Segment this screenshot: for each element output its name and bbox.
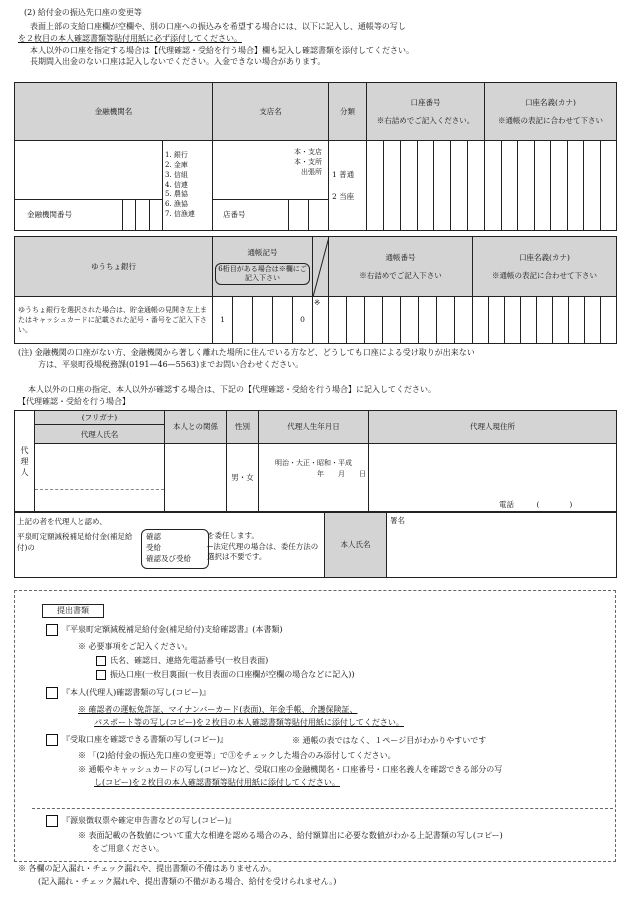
relation-input[interactable] bbox=[165, 443, 227, 511]
yucho-label: ゆうちょ銀行 bbox=[15, 237, 213, 297]
section-para-4: 長期間入出金のない口座は記入しないでください。入金できない場合があります。 bbox=[30, 57, 326, 66]
doc-1a bbox=[96, 656, 268, 666]
proxy-side-label: 代理人 bbox=[15, 411, 35, 512]
doc-1a-label: 氏名、確認日、連絡先電話番号(一枚目表面) bbox=[110, 656, 269, 665]
proxy-heading: 【代理確認・受給を行う場合】 bbox=[18, 397, 130, 406]
birth-header: 代理人生年月日 bbox=[259, 411, 369, 444]
yucho-table bbox=[14, 236, 617, 344]
self-name-label: 本人氏名 bbox=[325, 513, 387, 578]
doc-4-checkbox[interactable] bbox=[46, 815, 58, 827]
bank-type-3[interactable]: 3. 信組 bbox=[165, 170, 188, 179]
doc-1b bbox=[96, 670, 354, 680]
delegation-line-2: 平泉町定額減税補足給付金(補足給付)の bbox=[17, 532, 133, 552]
doc-3-checkbox[interactable] bbox=[46, 734, 58, 746]
doc-1b-label: 振込口座(一枚目裏面(一枚目表面の口座欄が空欄の場合などに記入)) bbox=[110, 670, 355, 679]
delegation-line-1: 上記の者を代理人と認め、 bbox=[17, 517, 107, 526]
branch-input[interactable] bbox=[213, 141, 329, 231]
bank-code-label: 金融機関番号 bbox=[27, 210, 72, 219]
bank-type-5[interactable]: 5. 農協 bbox=[165, 190, 188, 199]
doc-item-2 bbox=[46, 687, 210, 699]
yucho-star-box[interactable]: ※ bbox=[313, 297, 329, 344]
option-confirm[interactable]: 確認 bbox=[146, 532, 161, 541]
entrust-text: を委任します。 bbox=[207, 531, 259, 540]
bank-type-7[interactable]: 7. 信漁連 bbox=[165, 210, 195, 219]
yucho-holder-boxes[interactable] bbox=[473, 297, 617, 344]
doc-1-label: 『平泉町定額減税補足給付金(補足給付)支給確認書』(本書類) bbox=[62, 625, 283, 634]
bank-name-header: 金融機関名 bbox=[15, 83, 213, 141]
option-receive[interactable]: 受給 bbox=[146, 543, 161, 552]
account-number-title: 口座番号 bbox=[410, 98, 441, 108]
branch-code-boxes[interactable] bbox=[269, 200, 328, 230]
diagonal-line bbox=[313, 237, 329, 297]
class-options[interactable] bbox=[329, 141, 367, 231]
yucho-holder-title: 口座名義(カナ) bbox=[519, 253, 570, 263]
bank-type-1[interactable]: 1. 銀行 bbox=[165, 150, 188, 159]
delegation-options bbox=[141, 529, 209, 569]
holder-title: 口座名義(カナ) bbox=[525, 98, 576, 108]
delegation-table bbox=[14, 512, 617, 578]
signature-field[interactable] bbox=[387, 513, 617, 578]
yucho-symbol-title: 通帳記号 bbox=[247, 248, 278, 258]
legal-note: ←法定代理の場合は、委任方法の選択は不要です。 bbox=[207, 542, 319, 561]
branch-type-1[interactable]: 本・支店 bbox=[294, 148, 322, 156]
address-input[interactable] bbox=[369, 443, 617, 511]
proxy-name-input[interactable] bbox=[35, 443, 165, 511]
doc-item-3 bbox=[46, 734, 228, 746]
doc-1b-checkbox[interactable] bbox=[96, 670, 106, 680]
footer-line-1: ※ 各欄の記入漏れ・チェック漏れや、提出書類の不備はありませんか。 bbox=[18, 864, 277, 873]
bank-type-2[interactable]: 2. 金庫 bbox=[165, 160, 188, 169]
doc-3-side-note: ※ 通帳の表ではなく、１ページ目がわかりやすいです bbox=[292, 736, 487, 745]
bank-code-row bbox=[15, 199, 162, 230]
doc-3-note-1: ※ 「(2)給付金の振込先口座の変更等」で③をチェックした場合のみ添付してください。 bbox=[78, 751, 396, 760]
branch-code-row bbox=[213, 199, 328, 230]
doc-2-label: 『本人(代理人)確認書類の写し(コピー)』 bbox=[62, 688, 211, 697]
account-number-header bbox=[367, 83, 485, 141]
branch-type-2[interactable]: 本・支所 bbox=[294, 158, 322, 166]
doc-1a-checkbox[interactable] bbox=[96, 656, 106, 666]
doc-item-1 bbox=[46, 624, 282, 636]
sex-options[interactable]: 男・女 bbox=[227, 443, 259, 511]
yucho-digit-1: 1 bbox=[220, 315, 225, 324]
phone-label: 電話 ( ) bbox=[499, 499, 573, 509]
relation-header: 本人との関係 bbox=[165, 411, 227, 444]
section-para-1: 表面上部の支給口座欄が空欄や、別の口座への振込みを希望する場合には、以下に記入し、通帳等の写し bbox=[30, 22, 406, 31]
holder-boxes[interactable] bbox=[485, 141, 617, 231]
doc-1-checkbox[interactable] bbox=[46, 624, 58, 636]
doc-3-label: 『受取口座を確認できる書類の写し(コピー)』 bbox=[62, 735, 228, 744]
class-option-1[interactable]: 1 普通 bbox=[332, 169, 355, 179]
bank-type-4[interactable]: 4. 信連 bbox=[165, 180, 188, 189]
option-both[interactable]: 確認及び受給 bbox=[146, 554, 191, 563]
yucho-holder-header bbox=[473, 237, 617, 297]
section-title: (2) 給付金の振込先口座の変更等 bbox=[24, 8, 142, 17]
branch-type-3[interactable]: 出張所 bbox=[301, 168, 322, 176]
branch-header: 支店名 bbox=[213, 83, 329, 141]
bank-code-boxes[interactable] bbox=[109, 200, 162, 230]
signature-label: 署名 bbox=[390, 516, 405, 525]
branch-code-label: 店番号 bbox=[223, 210, 246, 219]
yucho-symbol-boxes[interactable] bbox=[213, 297, 313, 344]
delegation-text bbox=[15, 513, 325, 578]
yucho-digit-0: 0 bbox=[292, 297, 312, 343]
documents-divider bbox=[32, 808, 613, 809]
account-number-boxes[interactable] bbox=[367, 141, 485, 231]
doc-4-note-2: をご用意ください。 bbox=[92, 844, 164, 853]
bank-type-6[interactable]: 6. 漁協 bbox=[165, 200, 188, 209]
branch-type-list bbox=[294, 147, 322, 177]
section-para-3: 本人以外の口座を指定する場合は【代理確認・受給を行う場合】欄も記入し確認書類を添付してください。 bbox=[30, 46, 414, 55]
proxy-intro: 本人以外の口座の指定、本人以外が確認する場合は、下記の【代理確認・受給を行う場合】に記入してください。 bbox=[28, 385, 436, 394]
doc-3-note-3: し(コピー)を２枚目の本人確認書類等貼付用紙に添付してください。 bbox=[94, 778, 340, 787]
doc-4-label: 『源泉徴収票や確定申告書などの写し(コピー)』 bbox=[62, 816, 236, 825]
footer-line-2: (記入漏れ・チェック漏れや、提出書類の不備がある場合、給付を受けられません。) bbox=[38, 877, 337, 886]
account-number-note: ※右詰めでご記入ください。 bbox=[376, 115, 475, 125]
doc-4-note-1: ※ 表面記載の各数値について重大な相違を認める場合のみ、給付額算出に必要な数値がわかる上記書類の写し(コピー) bbox=[78, 831, 503, 840]
holder-note: ※通帳の表記に合わせて下さい bbox=[498, 115, 603, 125]
documents-title: 提出書類 bbox=[42, 604, 104, 618]
doc-item-4 bbox=[46, 815, 236, 827]
yucho-number-title: 通帳番号 bbox=[385, 253, 416, 263]
class-header: 分類 bbox=[329, 83, 367, 141]
bank-name-input[interactable] bbox=[15, 141, 163, 231]
caution-line-2: 方は、平泉町役場税務課(0191—46—5563)までお問い合わせください。 bbox=[38, 360, 304, 369]
address-header: 代理人現住所 bbox=[369, 411, 617, 444]
bank-type-list[interactable] bbox=[163, 141, 213, 231]
doc-1-note: ※ 必要事項をご記入ください。 bbox=[78, 642, 193, 651]
yucho-number-header bbox=[329, 237, 473, 297]
caution-line-1: (注) 金融機関の口座がない方、金融機関から著しく離れた場所に住んでいる方など、どうしても口座による受け取りが出来ない bbox=[18, 348, 475, 357]
doc-2-checkbox[interactable] bbox=[46, 687, 58, 699]
yucho-holder-note: ※通帳の表記に合わせて下さい bbox=[492, 270, 597, 280]
sex-header: 性別 bbox=[227, 411, 259, 444]
doc-2-note-1: ※ 確認者の運転免許証、マイナンバーカード(表面)、年金手帳、介護保険証、 bbox=[78, 705, 358, 714]
class-option-2[interactable]: 2 当座 bbox=[332, 191, 355, 201]
holder-header bbox=[485, 83, 617, 141]
proxy-furigana-input[interactable] bbox=[35, 465, 164, 490]
birth-input[interactable] bbox=[259, 443, 369, 511]
yucho-symbol-header bbox=[213, 237, 313, 297]
yucho-slash-cell bbox=[313, 237, 329, 297]
doc-3-note-2: ※ 通帳やキャッシュカードの写し(コピー)など、受取口座の金融機関名・口座番号・口座名義人を確認できる部分の写 bbox=[78, 765, 503, 774]
bank-account-table bbox=[14, 82, 617, 231]
yucho-note: ゆうちょ銀行を選択された場合は、貯金通帳の見開き左上またはキャッシュカードに記載された記号・番号をご記入下さい。 bbox=[15, 297, 213, 344]
birth-ymd: 年 月 日 bbox=[317, 469, 366, 478]
section-para-2: を２枚目の本人確認書類等貼付用紙に必ず添付してください。 bbox=[18, 34, 242, 43]
yucho-number-boxes[interactable] bbox=[329, 297, 473, 344]
proxy-table bbox=[14, 410, 617, 512]
furigana-header: (フリガナ) bbox=[35, 411, 165, 425]
yucho-symbol-note: 6桁目がある場合は※欄にご記入下さい bbox=[215, 263, 310, 285]
birth-era-options[interactable]: 明治・大正・昭和・平成 bbox=[275, 458, 352, 467]
yucho-number-note: ※右詰めでご記入下さい bbox=[359, 270, 442, 280]
proxy-name-header: 代理人氏名 bbox=[35, 425, 165, 444]
doc-2-note-2: パスポート等の写し(コピー)を２枚目の本人確認書類等貼付用紙に添付してください。 bbox=[94, 718, 404, 727]
